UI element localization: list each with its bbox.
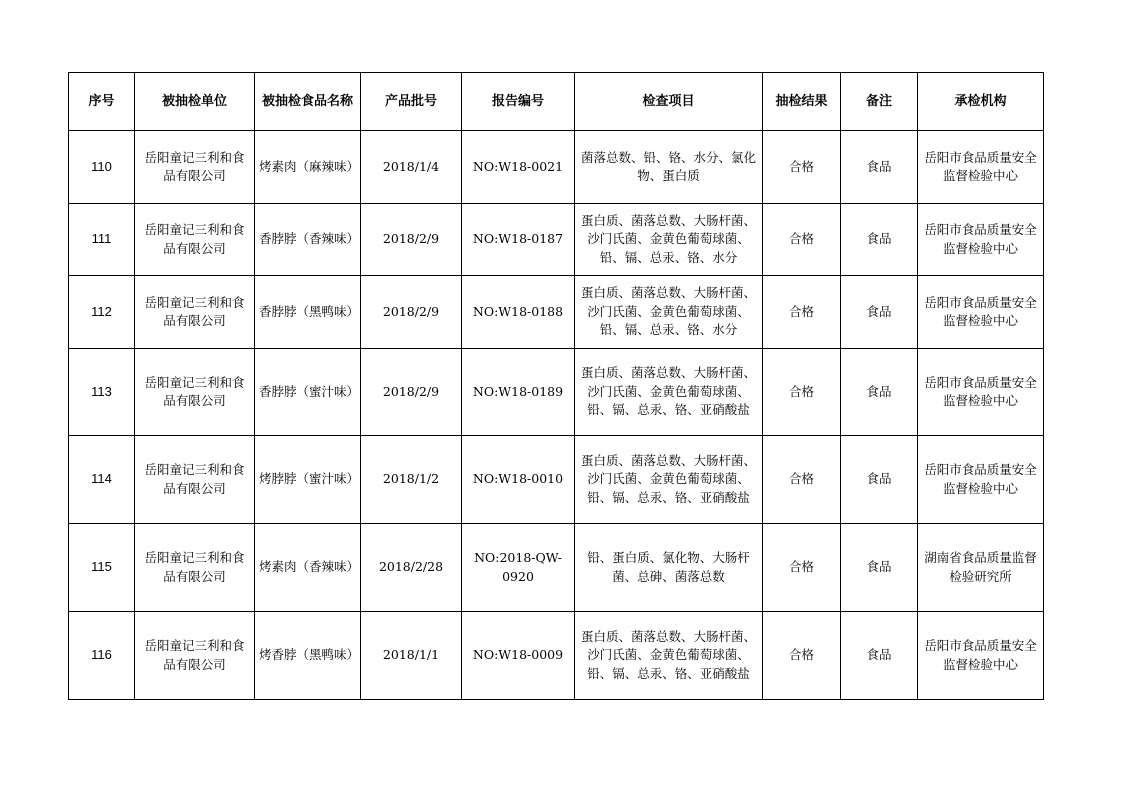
cell-batch: 2018/2/9 [361, 349, 462, 436]
table-row [69, 349, 1044, 436]
inspection-table [68, 72, 1044, 700]
cell-unit: 岳阳童记三利和食品有限公司 [135, 349, 255, 436]
header-row [69, 73, 1044, 131]
cell-items: 铅、蛋白质、氯化物、大肠杆菌、总砷、菌落总数 [575, 524, 763, 612]
cell-batch: 2018/2/9 [361, 204, 462, 276]
cell-report: NO:W18-0009 [462, 612, 575, 700]
cell-report: NO:W18-0010 [462, 436, 575, 524]
cell-note: 食品 [841, 349, 918, 436]
cell-items: 蛋白质、菌落总数、大肠杆菌、沙门氏菌、金黄色葡萄球菌、铅、镉、总汞、铬、亚硝酸盐 [575, 349, 763, 436]
cell-agency: 岳阳市食品质量安全监督检验中心 [918, 612, 1044, 700]
cell-no: 111 [69, 204, 135, 276]
cell-agency: 岳阳市食品质量安全监督检验中心 [918, 436, 1044, 524]
cell-batch: 2018/1/1 [361, 612, 462, 700]
table-row [69, 524, 1044, 612]
cell-agency: 岳阳市食品质量安全监督检验中心 [918, 349, 1044, 436]
cell-no: 114 [69, 436, 135, 524]
cell-report: NO:W18-0187 [462, 204, 575, 276]
cell-agency: 湖南省食品质量监督检验研究所 [918, 524, 1044, 612]
cell-agency: 岳阳市食品质量安全监督检验中心 [918, 276, 1044, 349]
header-report: 报告编号 [462, 73, 575, 131]
cell-report: NO:W18-0189 [462, 349, 575, 436]
cell-no: 112 [69, 276, 135, 349]
cell-items: 蛋白质、菌落总数、大肠杆菌、沙门氏菌、金黄色葡萄球菌、铅、镉、总汞、铬、亚硝酸盐 [575, 436, 763, 524]
cell-items: 蛋白质、菌落总数、大肠杆菌、沙门氏菌、金黄色葡萄球菌、铅、镉、总汞、铬、亚硝酸盐 [575, 612, 763, 700]
cell-food: 香脖脖（黑鸭味） [255, 276, 361, 349]
header-note: 备注 [841, 73, 918, 131]
cell-batch: 2018/2/9 [361, 276, 462, 349]
cell-unit: 岳阳童记三利和食品有限公司 [135, 276, 255, 349]
cell-food: 烤脖脖（蜜汁味） [255, 436, 361, 524]
cell-food: 烤素肉（香辣味） [255, 524, 361, 612]
header-agency: 承检机构 [918, 73, 1044, 131]
cell-no: 116 [69, 612, 135, 700]
cell-batch: 2018/1/4 [361, 131, 462, 204]
cell-agency: 岳阳市食品质量安全监督检验中心 [918, 204, 1044, 276]
cell-food: 香脖脖（香辣味） [255, 204, 361, 276]
table-row [69, 276, 1044, 349]
cell-result: 合格 [763, 612, 841, 700]
cell-note: 食品 [841, 204, 918, 276]
cell-food: 烤素肉（麻辣味） [255, 131, 361, 204]
cell-result: 合格 [763, 524, 841, 612]
table-row [69, 131, 1044, 204]
header-food: 被抽检食品名称 [255, 73, 361, 131]
cell-food: 烤香脖（黑鸭味） [255, 612, 361, 700]
cell-food: 香脖脖（蜜汁味） [255, 349, 361, 436]
cell-report: NO:2018-QW-0920 [462, 524, 575, 612]
cell-note: 食品 [841, 276, 918, 349]
cell-unit: 岳阳童记三利和食品有限公司 [135, 436, 255, 524]
cell-note: 食品 [841, 612, 918, 700]
cell-report: NO:W18-0021 [462, 131, 575, 204]
table-row [69, 204, 1044, 276]
cell-unit: 岳阳童记三利和食品有限公司 [135, 612, 255, 700]
cell-result: 合格 [763, 276, 841, 349]
cell-agency: 岳阳市食品质量安全监督检验中心 [918, 131, 1044, 204]
cell-unit: 岳阳童记三利和食品有限公司 [135, 131, 255, 204]
cell-batch: 2018/2/28 [361, 524, 462, 612]
header-batch: 产品批号 [361, 73, 462, 131]
header-result: 抽检结果 [763, 73, 841, 131]
cell-batch: 2018/1/2 [361, 436, 462, 524]
header-items: 检查项目 [575, 73, 763, 131]
cell-unit: 岳阳童记三利和食品有限公司 [135, 204, 255, 276]
cell-items: 蛋白质、菌落总数、大肠杆菌、沙门氏菌、金黄色葡萄球菌、铅、镉、总汞、铬、水分 [575, 204, 763, 276]
cell-unit: 岳阳童记三利和食品有限公司 [135, 524, 255, 612]
cell-no: 115 [69, 524, 135, 612]
cell-items: 蛋白质、菌落总数、大肠杆菌、沙门氏菌、金黄色葡萄球菌、铅、镉、总汞、铬、水分 [575, 276, 763, 349]
header-unit: 被抽检单位 [135, 73, 255, 131]
table-row [69, 612, 1044, 700]
cell-result: 合格 [763, 436, 841, 524]
cell-note: 食品 [841, 436, 918, 524]
cell-note: 食品 [841, 131, 918, 204]
cell-result: 合格 [763, 349, 841, 436]
header-no: 序号 [69, 73, 135, 131]
cell-no: 113 [69, 349, 135, 436]
cell-report: NO:W18-0188 [462, 276, 575, 349]
cell-no: 110 [69, 131, 135, 204]
cell-items: 菌落总数、铅、铬、水分、氯化物、蛋白质 [575, 131, 763, 204]
cell-result: 合格 [763, 204, 841, 276]
cell-result: 合格 [763, 131, 841, 204]
table-row [69, 436, 1044, 524]
cell-note: 食品 [841, 524, 918, 612]
